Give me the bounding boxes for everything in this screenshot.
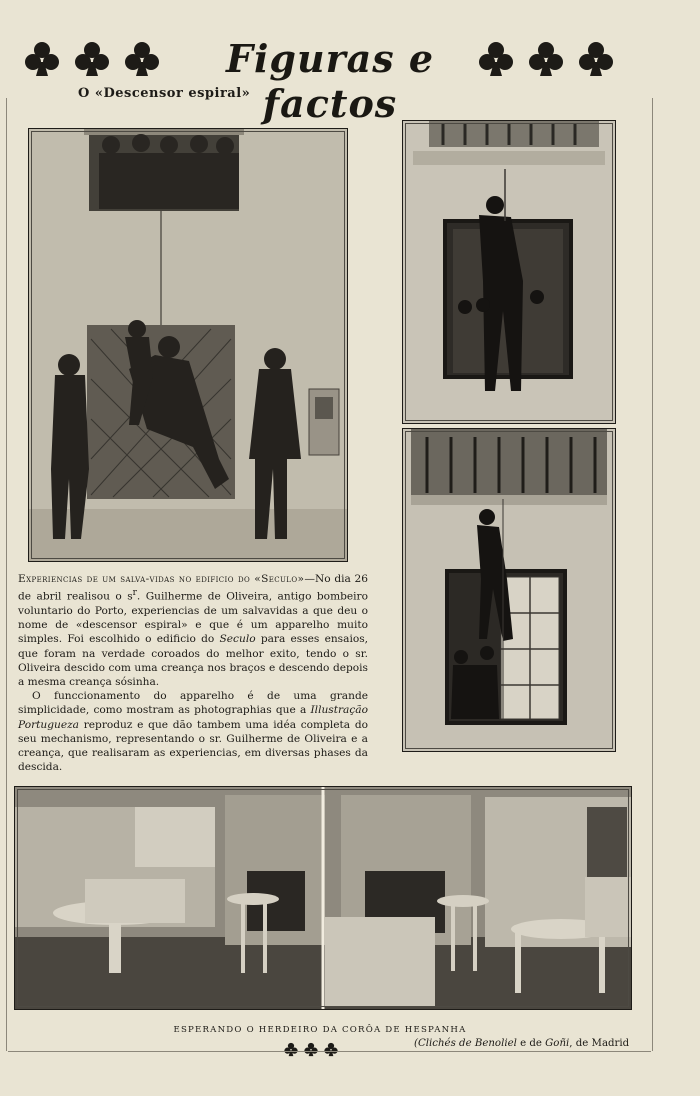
footer-ornament: [284, 1042, 338, 1057]
club-icon: [304, 1042, 318, 1057]
caption-text: . Guilherme de Oliveira, antigo bombeiro voluntario do Porto, experiencias de um salvavidas a que deu o nome de «descensor espiral» e que é um apparelho muito simples. Foi escolhido o edificio do: [18, 590, 368, 646]
caption-emphasis: Illustração Portugueza: [18, 704, 368, 731]
bottom-rule: [8, 1051, 651, 1052]
photo-mat: [17, 789, 629, 1007]
photo-mat: [405, 431, 613, 749]
photo-mat: [31, 131, 345, 559]
credits-text: e de: [516, 1038, 546, 1049]
club-icon: [124, 40, 160, 78]
photo-rescue-demonstration: [28, 128, 348, 562]
plate-caption: ESPERANDO O HERDEIRO DA CORÔA DE HESPANHA: [173, 1025, 467, 1035]
club-icon: [24, 40, 60, 78]
caption-text: para esses ensaios, que foram na verdade coroados do melhor exito, tendo o sr. Oliveira descido com uma creança nos braços e descendo depois a mesma creança sósinha.: [18, 633, 369, 688]
ornament-left: [24, 40, 160, 78]
club-icon: [74, 40, 110, 78]
credits-text: , de Madrid: [569, 1038, 630, 1049]
caption-text: reproduz e que dão tambem uma idéa completa do seu mechanismo, representando o sr. Guilherme de Oliveira e a creança, que realisaram as experiencias, em diversas phases da descida.: [18, 718, 368, 774]
club-icon: [324, 1042, 338, 1057]
photo-mat: [405, 123, 613, 421]
photo-descent-window-lower: [402, 428, 616, 752]
article-caption: [18, 572, 368, 774]
credits-open-paren: (: [414, 1038, 418, 1049]
caption-text: O funccionamento do apparelho é de uma grande simplicidade, como mostram as photographias que a: [18, 690, 368, 717]
credits-text: Clichés de: [417, 1038, 475, 1049]
credits-photographer-2: Goñi: [545, 1038, 570, 1049]
club-icon: [578, 40, 614, 78]
photo-descent-window-upper: [402, 120, 616, 424]
club-icon: [478, 40, 514, 78]
photo-nursery-interior: [14, 786, 632, 1010]
ornament-right: [478, 40, 614, 78]
club-icon: [528, 40, 564, 78]
photo-credits: [414, 1038, 629, 1049]
caption-emphasis: Seculo: [219, 633, 256, 646]
page-title: Figuras e factos: [225, 36, 435, 126]
credits-photographer-1: Benoliel: [474, 1038, 517, 1049]
article-subtitle: O «Descensor espiral»: [78, 86, 251, 101]
caption-superscript: r: [132, 588, 137, 599]
club-icon: [284, 1042, 298, 1057]
caption-text: —No dia 26 de abril realisou o s: [18, 573, 368, 603]
caption-lead: Experiencias de um salva-vidas no edificio do «Seculo»: [18, 573, 305, 585]
